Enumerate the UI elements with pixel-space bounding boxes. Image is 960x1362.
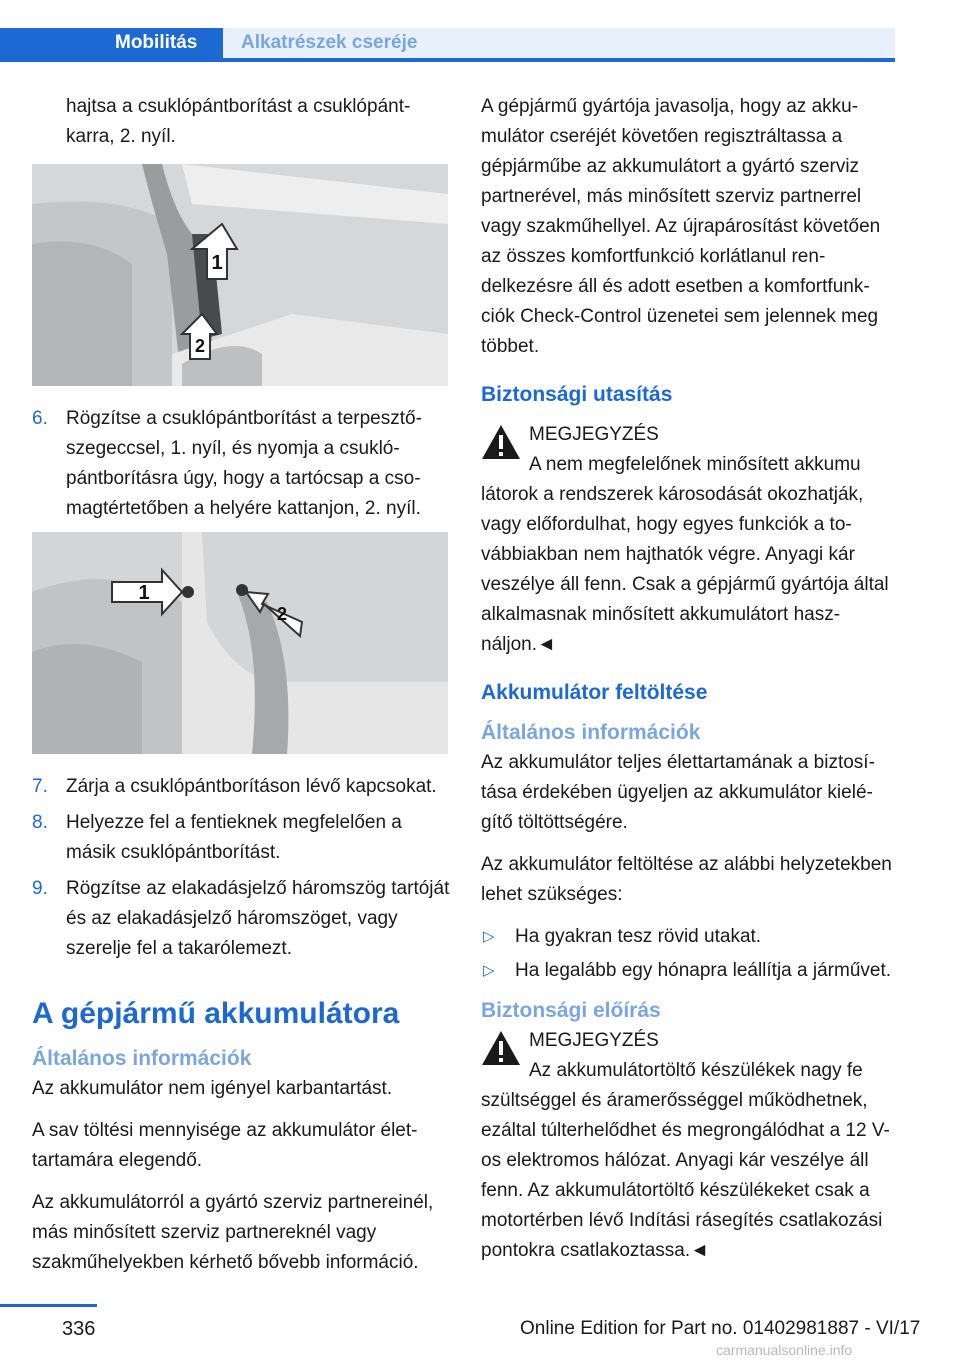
section-title-battery: A gépjármű akkumulátora: [32, 997, 400, 1030]
left-column: [32, 92, 450, 1290]
paragraph: Az akkumulátor nem igényel karbantartást.: [32, 1078, 393, 1099]
footer-rule: [0, 1304, 97, 1307]
list-item: ▷ Ha legalább egy hónapra leállítja a járművet.: [481, 956, 897, 986]
warning-triangle-icon: [481, 424, 521, 460]
warning-triangle-icon: [481, 1030, 521, 1066]
subsection-general-info: Általános információk: [32, 1047, 252, 1070]
warning-text-first-line: A nem megfelelőnek minősített akkumu: [529, 454, 861, 475]
subsection-safety-regulation: Biztonsági előírás: [481, 999, 661, 1022]
step-text: Rögzítse a csuklópántborítást a terpesztőszegeccsel, 1. nyíl, és nyomja a csuklópántborításra úgy, hogy a tartócsap a csomagtértetőben a helyére kattanjon, 2. nyíl.: [66, 408, 422, 519]
paragraph: A gépjármű gyártója javasolja, hogy az akkumulátor cseréjét követően regisztráltassa a gépjárműbe az akkumulátort a gyártó szerviz partnerével, más minősített szerviz partnerrel vagy szakműhellyel. Az újrapárosítást követően az összes komfortfunkció korlátlanul rendelkezésre áll és adott esetben a komfortfunkciók Check-Control üzenetei sem jelennek meg többet.: [481, 96, 881, 357]
list-item: ▷ Ha gyakran tesz rövid utakat.: [481, 922, 897, 952]
arrow-1-label: 1: [138, 582, 150, 604]
step-number: 8.: [32, 812, 48, 833]
step-8: [32, 808, 450, 868]
warning-title: MEGJEGYZÉS: [529, 424, 659, 445]
step-number: 6.: [32, 408, 48, 429]
step-continuation: hajtsa a csuklópántborítást a csuklópántkarra, 2. nyíl.: [66, 96, 411, 147]
paragraph: A sav töltési mennyisége az akkumulátor élettartamára elegendő.: [32, 1120, 418, 1171]
section-battery-charging: Akkumulátor feltöltése: [481, 681, 708, 704]
warning-box-2: [481, 1026, 897, 1266]
steps-list-b: [32, 772, 450, 964]
watermark: carmanualsonline.info: [716, 1342, 853, 1358]
edition-label: Online Edition for Part no. 01402981887 - VI/17: [520, 1318, 921, 1339]
right-column: [481, 92, 897, 1278]
step-9: [32, 874, 450, 964]
step-number: 9.: [32, 878, 48, 899]
step-text: Zárja a csuklópántborításon lévő kapcsokat.: [66, 776, 437, 797]
paragraph: Az akkumulátor teljes élettartamának a biztosítása érdekében ügyeljen az akkumulátor kielégítő töltöttségére.: [481, 752, 875, 833]
subsection-general-info: Általános információk: [481, 721, 701, 744]
step-7: [32, 772, 450, 802]
step-text: Helyezze fel a fentieknek megfelelően a másik csuklópántborítást.: [66, 812, 402, 863]
warning-text: látorok a rendszerek károsodását okozhatják, vagy előfordulhat, hogy egyes funkciók a továbbiakban nem hajthatók végre. Anyagi kár veszélye áll fenn. Csak a gépjármű gyártója által alkalmasnak minősített akkumulátort használjon.◄: [481, 484, 889, 655]
bullet-triangle-icon: ▷: [483, 962, 495, 979]
tab-alkatreszek-csereje: Alkatrészek cseréje: [223, 28, 895, 58]
warning-title: MEGJEGYZÉS: [529, 1030, 659, 1051]
page-header: [0, 0, 895, 62]
bullet-triangle-icon: ▷: [483, 928, 495, 945]
paragraph: Az akkumulátorról a gyártó szerviz partnereinél, más minősített szerviz partnereknél vagy szakműhelyekben kérhető bővebb információ.: [32, 1192, 434, 1273]
arrow-1-label: 1: [211, 252, 223, 274]
step-number: 7.: [32, 776, 48, 797]
warning-text: szültséggel és áramerősséggel működhetnek, ezáltal túlterhelődhet és megrongálódhat a 12 V-os elektromos hálózat. Anyagi kár veszélye áll fenn. Az akkumulátortöltő készülékeket csak a motortérben lévő Indítási rásegítés csatlakozási pontokra csatlakoztassa.◄: [481, 1090, 890, 1261]
figure-hinge-cover-2: [32, 532, 448, 754]
arrow-2-label: 2: [194, 336, 206, 356]
step-6: [32, 404, 450, 524]
step-text: Rögzítse az elakadásjelző háromszög tartóját és az elakadásjelző háromszöget, vagy szerelje fel a takarólemezt.: [66, 878, 450, 959]
arrow-2-label: 2: [276, 604, 288, 624]
warning-box-1: [481, 420, 897, 660]
tab-mobilitas: Mobilitás: [0, 28, 223, 58]
header-rule: [0, 58, 895, 62]
section-safety-instruction: Biztonsági utasítás: [481, 383, 673, 406]
warning-text-first-line: Az akkumulátortöltő készülékek nagy fe: [529, 1060, 863, 1081]
page-number: 336: [62, 1318, 96, 1340]
figure-hinge-cover-1: [32, 164, 448, 386]
steps-list-a: [32, 404, 450, 524]
bullet-list: [481, 922, 897, 986]
paragraph: Az akkumulátor feltöltése az alábbi helyzetekben lehet szükséges:: [481, 854, 892, 905]
hinge-cover-illustration-2: [32, 532, 448, 754]
hinge-cover-illustration-1: [32, 164, 448, 386]
